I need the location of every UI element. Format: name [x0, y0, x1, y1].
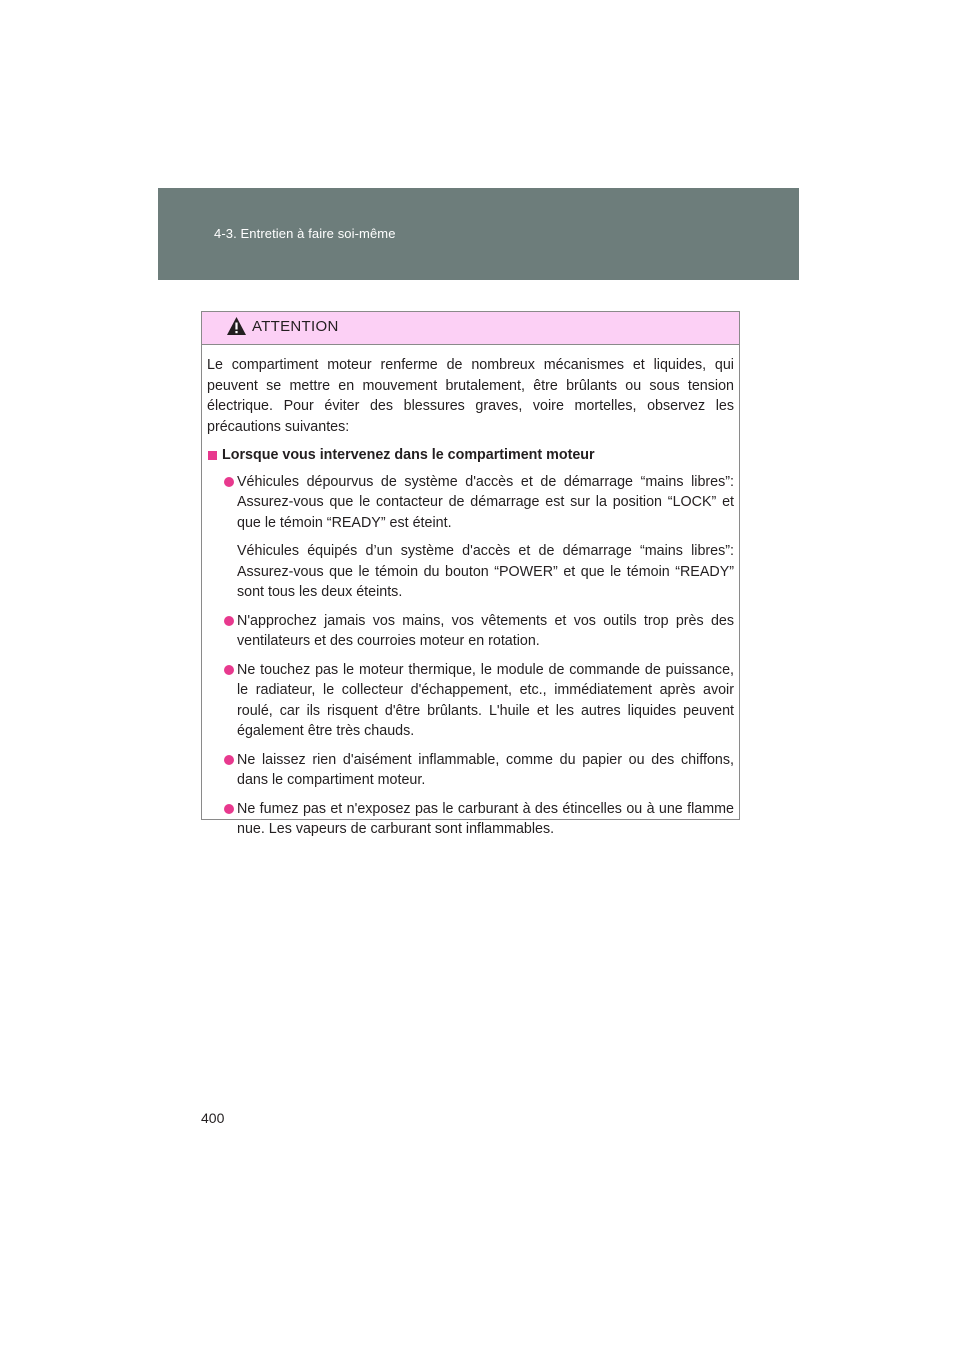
bullet-dot-icon [224, 755, 234, 765]
page-number: 400 [201, 1110, 225, 1126]
warning-body [202, 345, 739, 840]
list-item-text: Véhicules dépourvus de système d'accès et de démarrage “mains libres”: Assurez-vous que le contacteur de démarrage est sur la position “LOCK” et que le témoin “READY” est éteint. [237, 473, 734, 531]
warning-header [202, 312, 739, 345]
warning-title: ATTENTION [252, 318, 339, 335]
list-item-text: Ne touchez pas le moteur thermique, le module de commande de puissance, le radiateur, le collecteur d'échappement, etc., immédiatement après avoir roulé, car ils risquent d'être brûlants. L'huile et les autres liquides peuvent également être très chauds. [237, 661, 734, 739]
list-item [207, 472, 734, 534]
section-header-band [158, 188, 799, 280]
bullet-dot-icon [224, 616, 234, 626]
bullet-dot-icon [224, 804, 234, 814]
list-item-text: Ne laissez rien d'aisément inflammable, comme du papier ou des chiffons, dans le compartiment moteur. [237, 751, 734, 788]
list-item [207, 611, 734, 652]
list-item-continuation: Véhicules équipés d’un système d'accès et de démarrage “mains libres”: Assurez-vous que le témoin du bouton “POWER” et que le témoin “READY” sont tous les deux éteints. [237, 543, 734, 600]
list-item-text: Ne fumez pas et n'exposez pas le carburant à des étincelles ou à une flamme nue. Les vapeurs de carburant sont inflammables. [237, 800, 734, 837]
warning-intro: Le compartiment moteur renferme de nombreux mécanismes et liquides, qui peuvent se mettre en mouvement brutalement, être brûlants ou sous tension électrique. Pour éviter des blessures graves, voire mortelles, observez les précautions suivantes: [207, 357, 734, 435]
warning-subhead [207, 445, 734, 466]
list-item [207, 660, 734, 742]
list-item-text: N'approchez jamais vos mains, vos vêtements et vos outils trop près des ventilateurs et des courroies moteur en rotation. [237, 612, 734, 649]
list-item [207, 750, 734, 791]
warning-subhead-text: Lorsque vous intervenez dans le compartiment moteur [222, 447, 595, 463]
square-bullet-icon [208, 451, 217, 460]
warning-triangle-icon [226, 316, 247, 336]
warning-box [201, 311, 740, 837]
section-title: 4-3. Entretien à faire soi-même [214, 226, 396, 241]
bullet-dot-icon [224, 477, 234, 487]
bullet-dot-icon [224, 665, 234, 675]
list-item [207, 799, 734, 840]
